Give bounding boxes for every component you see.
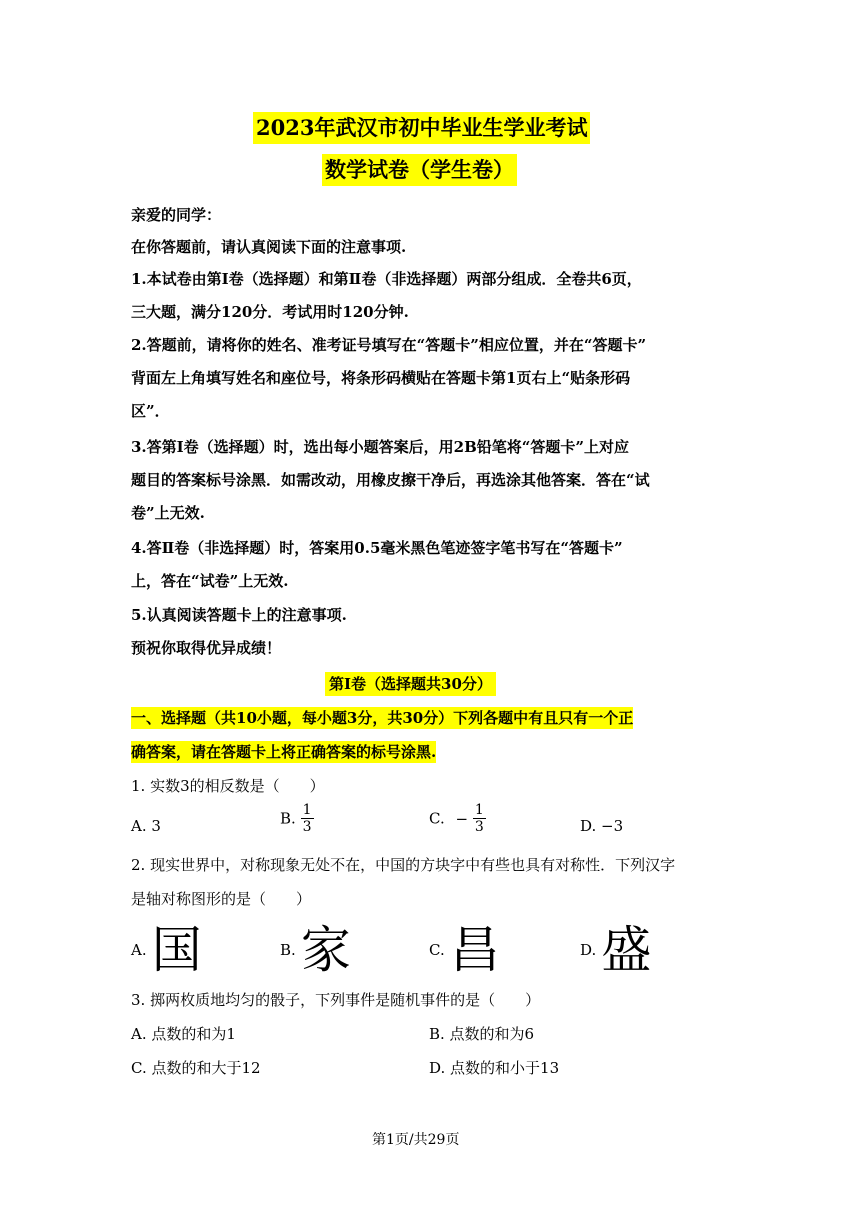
q3-option-a: A. 点数的和为1 bbox=[131, 1025, 236, 1043]
q2-option-b bbox=[280, 922, 351, 978]
q2-option-a bbox=[131, 922, 202, 978]
fraction-denominator: 3 bbox=[302, 819, 312, 835]
instruction-4-line-1: 4.答Ⅱ卷（非选择题）时，答案用0.5毫米黑色笔迹签字笔书写在“答题卡” bbox=[131, 539, 623, 557]
fraction-numerator: 1 bbox=[474, 802, 484, 818]
instruction-4-line-2: 上，答在“试卷”上无效. bbox=[131, 572, 289, 590]
q2-option-c bbox=[429, 922, 500, 978]
instruction-1-line-1: 1.本试卷由第Ⅰ卷（选择题）和第Ⅱ卷（非选择题）两部分组成．全卷共6页， bbox=[131, 270, 642, 288]
q2-option-a-character: 国 bbox=[151, 921, 202, 979]
q2-stem-line-1: 2. 现实世界中，对称现象无处不在，中国的方块字中有些也具有对称性．下列汉字 bbox=[131, 856, 676, 874]
q3-stem: 3. 掷两枚质地均匀的骰子，下列事件是随机事件的是（ ） bbox=[131, 991, 541, 1009]
q2-option-d-character: 盛 bbox=[601, 921, 652, 979]
instruction-1-line-2: 三大题，满分120分．考试用时120分钟. bbox=[131, 303, 409, 321]
q1-option-c bbox=[429, 802, 486, 835]
instruction-2-line-2: 背面左上角填写姓名和座位号，将条形码横贴在答题卡第1页右上“贴条形码 bbox=[131, 369, 631, 387]
q1-option-b-fraction bbox=[301, 802, 314, 835]
q1-option-c-label: C. bbox=[429, 809, 445, 828]
greeting: 亲爱的同学： bbox=[131, 206, 222, 224]
q3-option-d: D. 点数的和小于13 bbox=[429, 1059, 560, 1077]
section-heading-line-1: 一、选择题（共10小题，每小题3分，共30分）下列各题中有且只有一个正 bbox=[131, 709, 634, 727]
instruction-3-line-2: 题目的答案标号涂黑．如需改动，用橡皮擦干净后，再选涂其他答案．答在“试 bbox=[131, 471, 650, 489]
instruction-5: 5.认真阅读答题卡上的注意事项. bbox=[131, 606, 347, 624]
wish-line: 预祝你取得优异成绩！ bbox=[131, 639, 282, 657]
instructions-intro: 在你答题前，请认真阅读下面的注意事项. bbox=[131, 238, 407, 256]
q1-option-a: A. 3 bbox=[131, 817, 161, 835]
page-number: 第1页/共29页 bbox=[372, 1132, 460, 1148]
fraction-denominator: 3 bbox=[474, 819, 484, 835]
minus-sign: − bbox=[455, 809, 469, 828]
q1-option-c-fraction bbox=[473, 802, 486, 835]
q1-option-b-label: B. bbox=[280, 809, 296, 828]
q2-stem-line-2: 是轴对称图形的是（ ） bbox=[131, 890, 312, 908]
q1-option-d: D. −3 bbox=[580, 817, 624, 835]
instruction-2-line-3: 区”． bbox=[131, 402, 170, 420]
q1-stem: 1. 实数3的相反数是（ ） bbox=[131, 777, 325, 795]
q2-option-c-label: C. bbox=[429, 941, 445, 959]
fraction-numerator: 1 bbox=[302, 802, 312, 818]
section-heading-line-2: 确答案，请在答题卡上将正确答案的标号涂黑. bbox=[131, 743, 437, 761]
q2-option-d bbox=[580, 922, 651, 978]
q3-option-b: B. 点数的和为6 bbox=[429, 1025, 535, 1043]
q2-option-c-character: 昌 bbox=[449, 921, 500, 979]
q3-option-c: C. 点数的和大于12 bbox=[131, 1059, 261, 1077]
q2-option-a-label: A. bbox=[131, 941, 147, 959]
q2-option-b-character: 家 bbox=[300, 921, 351, 979]
instruction-3-line-3: 卷”上无效. bbox=[131, 504, 205, 522]
q2-option-d-label: D. bbox=[580, 941, 597, 959]
exam-subtitle: 数学试卷（学生卷） bbox=[322, 154, 517, 186]
part-one-title: 第Ⅰ卷（选择题共30分） bbox=[325, 672, 496, 696]
q1-option-b bbox=[280, 802, 314, 835]
q2-option-b-label: B. bbox=[280, 941, 296, 959]
instruction-3-line-1: 3.答第Ⅰ卷（选择题）时，选出每小题答案后，用2B铅笔将“答题卡”上对应 bbox=[131, 438, 630, 456]
instruction-2-line-1: 2.答题前，请将你的姓名、准考证号填写在“答题卡”相应位置，并在“答题卡” bbox=[131, 336, 647, 354]
exam-title: 2023年武汉市初中毕业生学业考试 bbox=[253, 112, 590, 144]
